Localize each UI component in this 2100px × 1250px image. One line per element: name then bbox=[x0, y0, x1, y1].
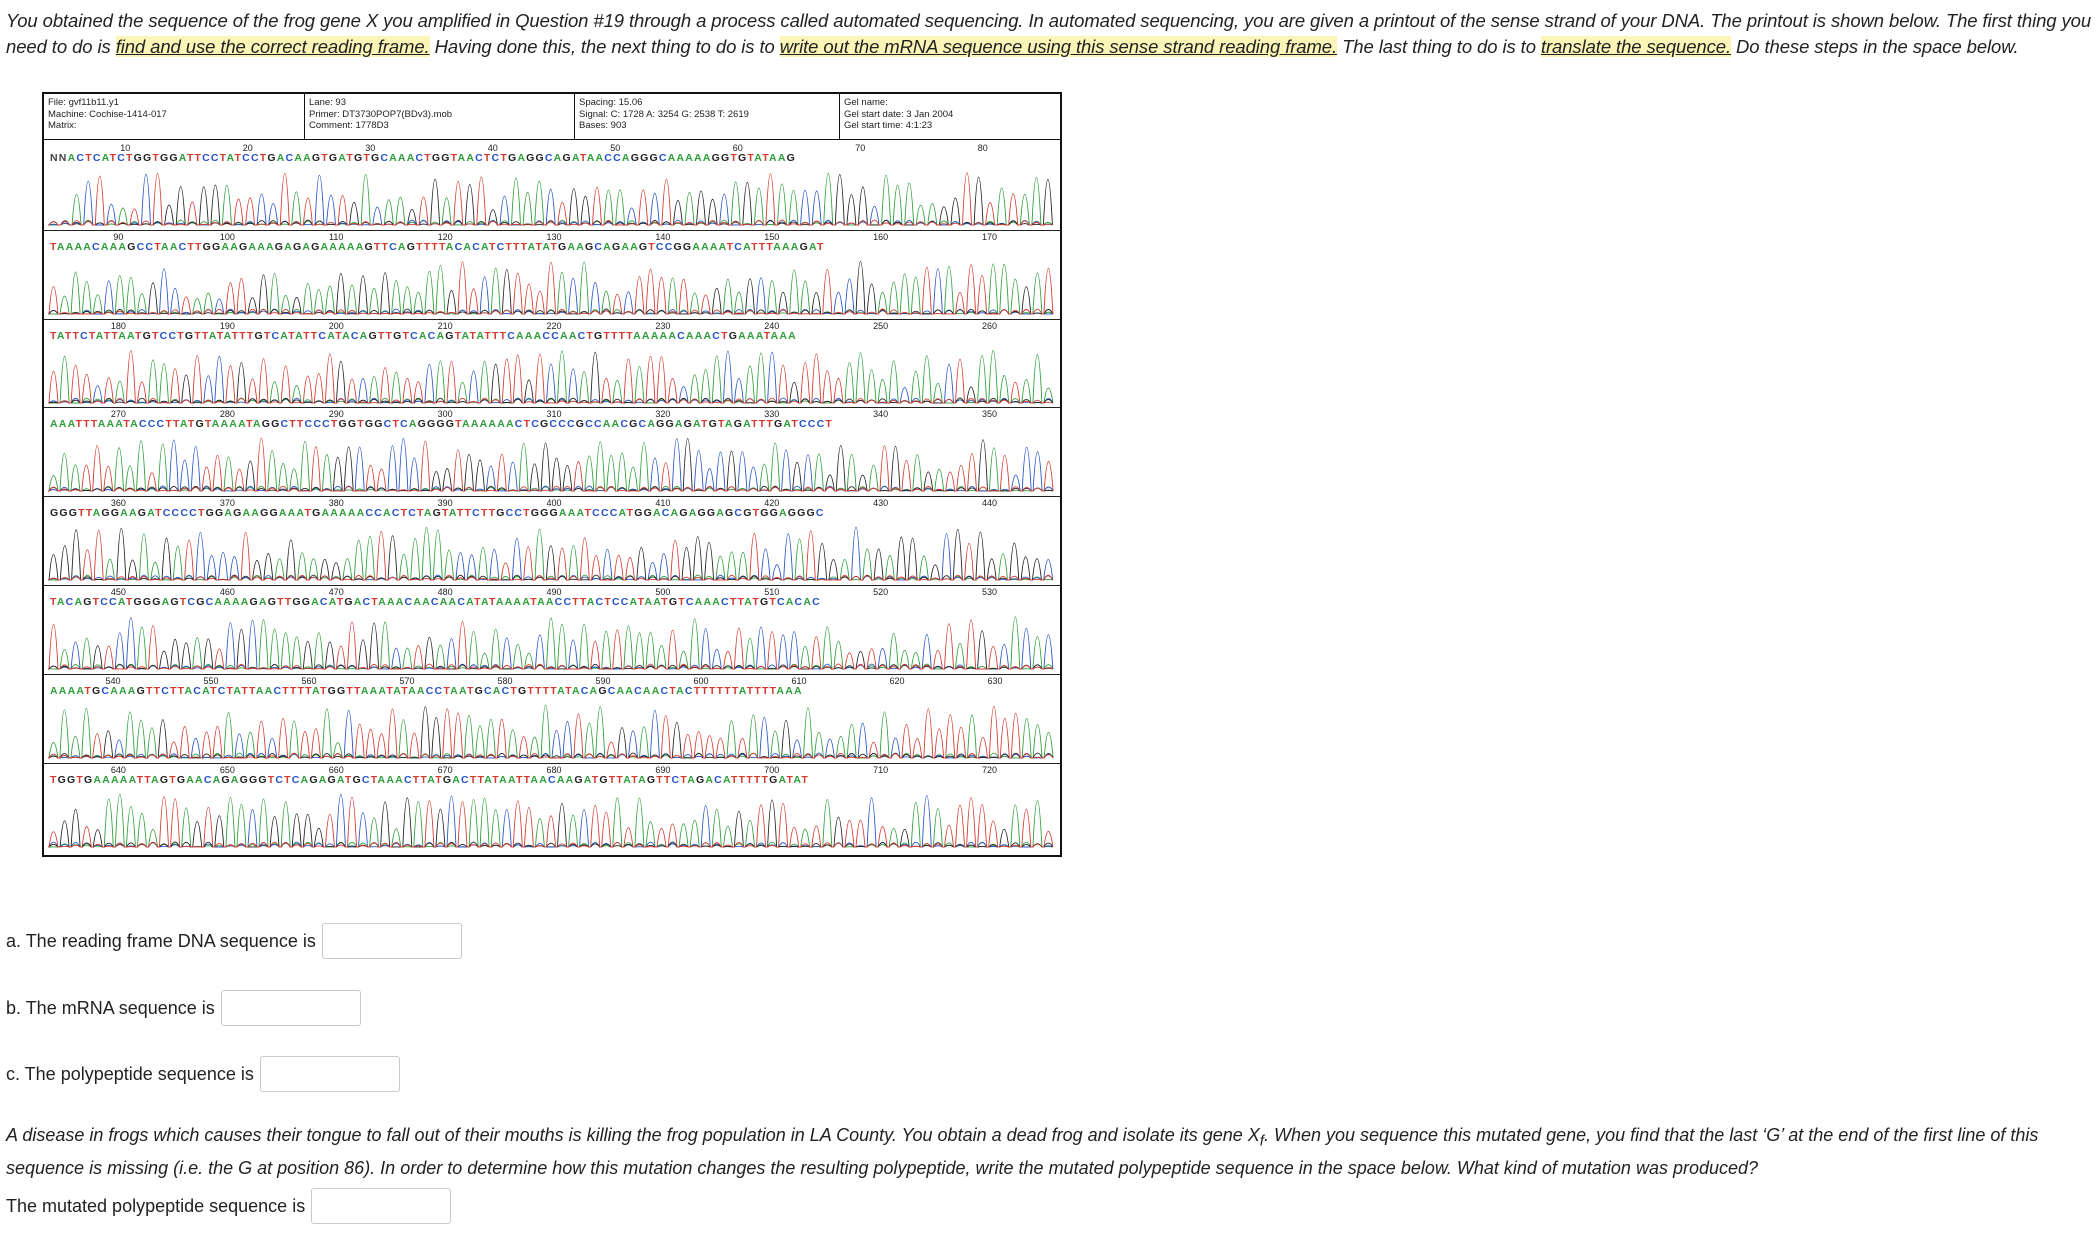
disease-text-1: A disease in frogs which causes their tongue to fall out of their mouths is killing the frog population in LA County. You obtain a dead frog and isolate its gene X bbox=[6, 1125, 1260, 1145]
position-tick-label: 40 bbox=[487, 143, 498, 153]
chromatogram-trace bbox=[48, 789, 1054, 849]
base-call-sequence: TAAAACAAAGCCTAACTTGGAAGAAAGAGAGAAAAAGTTCAGTTTTACACATCTTTATATGAAGCAGAAGTCCGGAAAATCATTTAAAGAT bbox=[50, 240, 825, 253]
position-tick-label: 270 bbox=[110, 409, 126, 420]
question-a-label: a. The reading frame DNA sequence is bbox=[6, 930, 316, 951]
position-tick-label: 670 bbox=[437, 764, 453, 775]
position-tick-label: 600 bbox=[693, 675, 709, 686]
trace-line-A bbox=[48, 173, 1052, 225]
disease-paragraph bbox=[6, 1122, 2092, 1181]
position-tick-label: 180 bbox=[110, 320, 126, 331]
position-tick-label: 520 bbox=[873, 587, 889, 597]
trace-line-A bbox=[48, 528, 1053, 581]
position-tick-label: 400 bbox=[546, 498, 562, 509]
header-divider bbox=[574, 94, 575, 139]
base-call-sequence: TATTCTATTAATGTCCTGTTATATTTGTCATATTCATACAGTTGTCACAGTATATTTCAAACCAACTGTTTTAAAAACAAACTGAAATAAA bbox=[50, 329, 797, 342]
position-tick-label: 540 bbox=[105, 675, 121, 686]
row-separator bbox=[44, 763, 1060, 764]
base-call-sequence: TGGTGAAAAATTAGTGAACAGAGGGTCTCAGAGATGCTAAACTTATGACTTATAATTAACAAGATGTTATAGTTCTAGACATTTTTGATAT bbox=[50, 773, 809, 786]
trace-line-T bbox=[48, 620, 1053, 669]
primer-label: Primer: DT3730POP7(BDv3).mob bbox=[309, 108, 453, 120]
position-tick-label: 30 bbox=[365, 143, 376, 153]
question-b-label: b. The mRNA sequence is bbox=[6, 997, 215, 1018]
position-tick-label: 110 bbox=[329, 231, 344, 242]
mutated-polypeptide-input[interactable] bbox=[311, 1188, 451, 1224]
trace-line-C bbox=[48, 618, 1053, 669]
signal-label: Signal: C: 1728 A: 3254 G: 2538 T: 2619 bbox=[579, 108, 749, 120]
position-tick-label: 250 bbox=[873, 320, 889, 331]
base-call-sequence: AAAATGCAAAGTTCTTACATCTATTAACTTTTATGGTTAAATATAACCTAATGCACTGTTTTATACAGCAACAACTACTTTTTTATTTTAAA bbox=[50, 684, 803, 697]
trace-line-C bbox=[48, 351, 1053, 403]
intro-text-4: Do these steps in the space below. bbox=[1730, 36, 2019, 57]
position-tick-label: 530 bbox=[982, 587, 998, 597]
position-tick-label: 490 bbox=[546, 587, 562, 597]
base-call-sequence: AAATTTAAATACCCTTATGTAAAATAGGCTTCCCTGGTGGCTCAGGGGTAAAAAACTCGCCCGCCAACGCAGGAGATGTAGATTTGATCCCT bbox=[50, 418, 833, 431]
position-tick-label: 390 bbox=[437, 498, 453, 509]
position-tick-label: 260 bbox=[982, 320, 998, 331]
chromatogram-trace bbox=[48, 256, 1054, 316]
position-tick-label: 60 bbox=[732, 143, 743, 153]
intro-text-1: You obtained the sequence of the frog gene X you amplified in Question #19 through a process called automated sequencing. In automated sequencing, you are given a printout of the sense strand of your DNA. The printout is shown below. The first thing you need to do is bbox=[6, 10, 2092, 57]
trace-line-C bbox=[48, 527, 1053, 580]
position-tick-label: 710 bbox=[873, 764, 889, 775]
position-tick-label: 230 bbox=[655, 320, 671, 331]
position-tick-label: 440 bbox=[982, 498, 998, 509]
position-tick-label: 570 bbox=[399, 675, 415, 686]
gel-name-label: Gel name: bbox=[844, 97, 888, 108]
trace-line-A bbox=[48, 794, 1053, 847]
chromatogram-trace bbox=[48, 433, 1054, 493]
row-separator bbox=[44, 407, 1060, 408]
question-c bbox=[6, 1056, 400, 1092]
position-tick-label: 240 bbox=[764, 320, 780, 331]
trace-header-gel-info bbox=[844, 97, 953, 132]
position-tick-label: 320 bbox=[655, 409, 671, 420]
trace-line-T bbox=[48, 350, 1053, 402]
question-mutated bbox=[6, 1188, 451, 1224]
trace-line-C bbox=[48, 268, 1053, 313]
trace-line-G bbox=[48, 623, 1053, 669]
mrna-sequence-input[interactable] bbox=[221, 990, 361, 1026]
intro-highlight-mrna: write out the mRNA sequence using this sense strand reading frame. bbox=[779, 36, 1338, 57]
trace-line-A bbox=[48, 617, 1053, 669]
trace-row bbox=[44, 674, 1060, 762]
disease-text-2: . When you sequence this mutated gene, you find that the last ‘G’ at the end of the first line of this sequence is missing (i.e. the G at position 86). In order to determine how this mutation changes the resulting polypeptide, write the mutated polypeptide sequence in the space below. What kind of mutation was produced? bbox=[6, 1125, 2039, 1178]
header-divider bbox=[839, 94, 840, 139]
trace-header bbox=[44, 94, 1060, 140]
gene-subscript: f bbox=[1259, 1132, 1264, 1150]
position-tick-label: 190 bbox=[219, 320, 235, 331]
trace-row bbox=[44, 496, 1060, 584]
trace-row bbox=[44, 407, 1060, 495]
trace-row bbox=[44, 141, 1060, 229]
mutated-polypeptide-label: The mutated polypeptide sequence is bbox=[6, 1195, 306, 1216]
position-tick-label: 160 bbox=[873, 231, 889, 242]
position-tick-label: 120 bbox=[437, 231, 453, 242]
position-tick-label: 90 bbox=[113, 231, 124, 242]
question-c-label: c. The polypeptide sequence is bbox=[6, 1063, 254, 1084]
position-tick-label: 460 bbox=[219, 587, 235, 597]
polypeptide-sequence-input[interactable] bbox=[260, 1056, 400, 1092]
gel-start-time-label: Gel start time: 4:1:23 bbox=[844, 120, 933, 131]
chromatogram-trace bbox=[48, 522, 1054, 582]
machine-label: Machine: Cochise-1414-017 bbox=[48, 108, 167, 120]
trace-line-A bbox=[48, 262, 1053, 314]
trace-line-C bbox=[48, 794, 1053, 847]
intro-text-2: Having done this, the next thing to do is to bbox=[429, 36, 780, 57]
file-label: File: gvf11b11.y1 bbox=[48, 97, 119, 108]
position-tick-label: 550 bbox=[203, 675, 219, 686]
base-call-sequence: NNACTCATCTGGTGGATTCCTATCCTGACAAGTGATGTGCAAACTGGTAACTCTGAGGCAGATAACCAGGGCAAAAAGGTGTATAAG bbox=[50, 152, 797, 164]
row-separator bbox=[44, 585, 1060, 586]
trace-header-signal-info bbox=[579, 97, 749, 132]
position-tick-label: 640 bbox=[110, 764, 126, 775]
position-tick-label: 700 bbox=[764, 764, 780, 775]
chromatogram-trace bbox=[48, 611, 1054, 671]
position-tick-label: 510 bbox=[764, 587, 780, 597]
intro-highlight-reading-frame: find and use the correct reading frame. bbox=[115, 36, 430, 57]
position-tick-label: 310 bbox=[546, 409, 562, 420]
position-tick-label: 50 bbox=[610, 143, 621, 153]
trace-line-G bbox=[48, 797, 1053, 846]
position-tick-label: 340 bbox=[873, 409, 889, 420]
base-call-sequence: GGGTTAGGAAGATCCCCTGGAGAAGGAAATGAAAAACCACTCTAGTATTCTTGCCTGGGAAATCCCATGGACAGAGGAGCGTGGAGGGC bbox=[50, 507, 825, 520]
position-tick-label: 470 bbox=[328, 587, 344, 597]
chromatogram-trace bbox=[48, 167, 1054, 227]
base-call-sequence: TACAGTCCATGGGAGTCGCAAAAGAGTTGGACATGACTAAACAACAACATATAAAATAACCTTACTCCATAATGTCAAACTTATGTCACAC bbox=[50, 596, 821, 608]
position-tick-label: 660 bbox=[328, 764, 344, 775]
intro-highlight-translate: translate the sequence. bbox=[1540, 36, 1731, 57]
trace-line-T bbox=[48, 796, 1053, 846]
reading-frame-dna-input[interactable] bbox=[322, 923, 462, 959]
position-tick-label: 70 bbox=[855, 143, 866, 153]
position-tick-label: 100 bbox=[219, 231, 235, 242]
gel-start-date-label: Gel start date: 3 Jan 2004 bbox=[844, 108, 954, 120]
position-tick-label: 690 bbox=[655, 764, 671, 775]
position-tick-label: 480 bbox=[437, 587, 453, 597]
trace-row bbox=[44, 585, 1060, 673]
position-tick-label: 210 bbox=[437, 320, 453, 331]
chromatogram-trace bbox=[48, 345, 1054, 405]
position-tick-label: 350 bbox=[982, 409, 998, 420]
question-a bbox=[6, 923, 462, 959]
row-separator bbox=[44, 230, 1060, 231]
trace-line-T bbox=[48, 706, 1053, 758]
header-divider bbox=[304, 94, 305, 139]
position-tick-label: 360 bbox=[110, 498, 126, 509]
bases-label: Bases: 903 bbox=[579, 120, 627, 131]
position-tick-label: 380 bbox=[328, 498, 344, 509]
position-tick-label: 500 bbox=[655, 587, 671, 597]
position-tick-label: 300 bbox=[437, 409, 453, 420]
position-tick-label: 170 bbox=[982, 231, 998, 242]
position-tick-label: 10 bbox=[120, 143, 131, 153]
position-tick-label: 410 bbox=[655, 498, 671, 509]
trace-row bbox=[44, 230, 1060, 318]
trace-header-file-info bbox=[48, 97, 167, 132]
position-tick-label: 430 bbox=[873, 498, 889, 509]
row-separator bbox=[44, 496, 1060, 497]
row-separator bbox=[44, 674, 1060, 675]
position-tick-label: 140 bbox=[655, 231, 671, 242]
position-tick-label: 80 bbox=[977, 143, 988, 153]
position-tick-label: 720 bbox=[982, 764, 998, 775]
intro-text-3: The last thing to do is to bbox=[1337, 36, 1541, 57]
trace-row bbox=[44, 763, 1060, 851]
question-b bbox=[6, 990, 361, 1026]
trace-line-A bbox=[48, 350, 1053, 403]
position-tick-label: 630 bbox=[987, 675, 1003, 686]
matrix-label: Matrix: bbox=[48, 120, 77, 131]
position-tick-label: 330 bbox=[764, 409, 780, 420]
position-tick-label: 280 bbox=[219, 409, 235, 420]
spacing-label: Spacing: 15.06 bbox=[579, 97, 643, 108]
trace-row bbox=[44, 319, 1060, 407]
position-tick-label: 590 bbox=[595, 675, 611, 686]
trace-header-lane-info bbox=[309, 97, 452, 132]
position-tick-label: 580 bbox=[497, 675, 513, 686]
position-tick-label: 680 bbox=[546, 764, 562, 775]
position-tick-label: 130 bbox=[546, 231, 562, 242]
position-tick-label: 290 bbox=[328, 409, 344, 420]
position-tick-label: 450 bbox=[110, 587, 126, 597]
comment-label: Comment: 1778D3 bbox=[309, 120, 389, 131]
sequencing-trace-image bbox=[42, 92, 1062, 857]
trace-line-G bbox=[48, 528, 1053, 580]
chromatogram-trace bbox=[48, 700, 1054, 760]
position-tick-label: 220 bbox=[546, 320, 562, 331]
lane-label: Lane: 93 bbox=[309, 97, 346, 108]
position-tick-label: 150 bbox=[764, 231, 780, 242]
position-tick-label: 560 bbox=[301, 675, 317, 686]
position-tick-label: 200 bbox=[328, 320, 344, 331]
position-tick-label: 20 bbox=[242, 143, 253, 153]
position-tick-label: 370 bbox=[219, 498, 235, 509]
position-tick-label: 420 bbox=[764, 498, 780, 509]
position-tick-label: 610 bbox=[791, 675, 807, 686]
row-separator bbox=[44, 319, 1060, 320]
position-tick-label: 650 bbox=[219, 764, 235, 775]
position-tick-label: 620 bbox=[889, 675, 905, 686]
intro-paragraph bbox=[6, 8, 2092, 60]
